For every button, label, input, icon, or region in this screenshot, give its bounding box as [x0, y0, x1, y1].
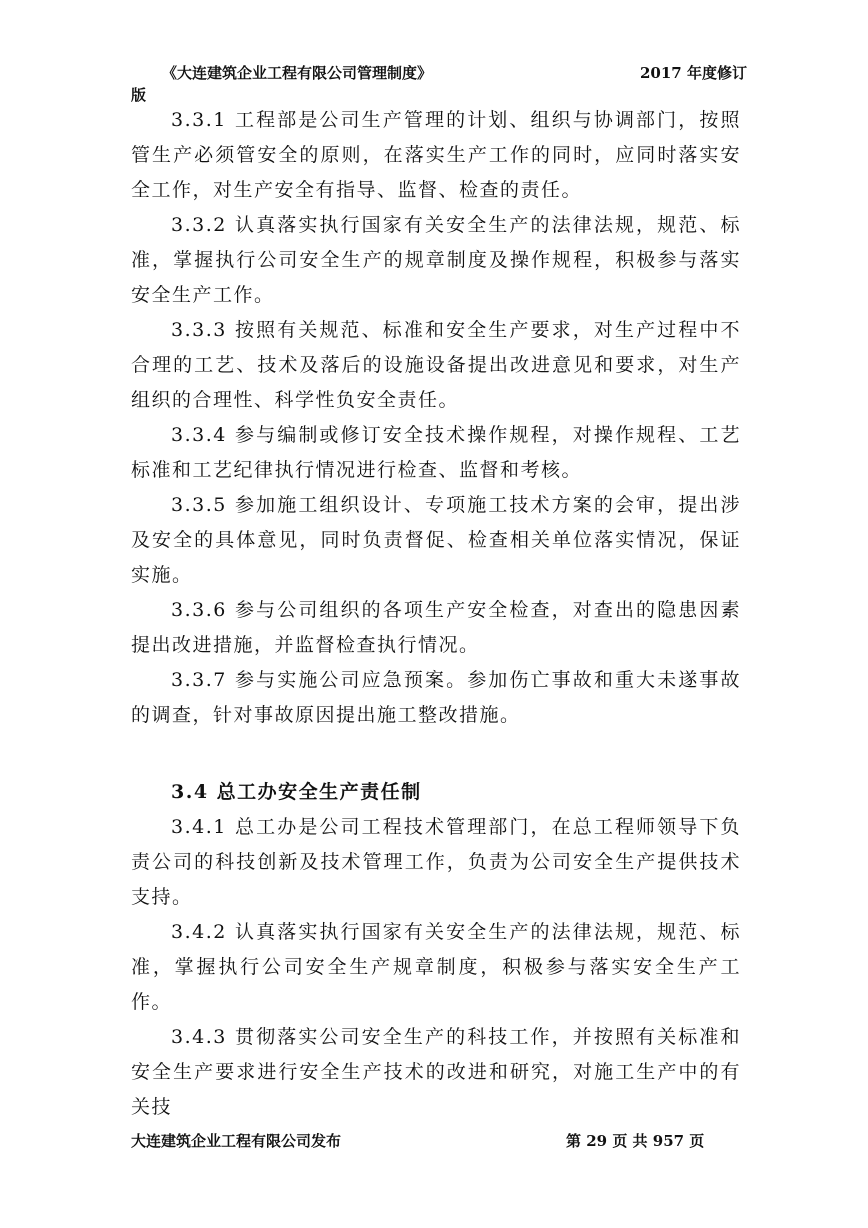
paragraph-3-3-4: 3.3.4 参与编制或修订安全技术操作规程，对操作规程、工艺标准和工艺纪律执行情况进行检查、监督和考核。: [131, 424, 741, 481]
document-body: [131, 103, 741, 1125]
paragraph-3-3-1: 3.3.1 工程部是公司生产管理的计划、组织与协调部门，按照管生产必须管安全的原则，在落实生产工作的同时，应同时落实安全工作，对生产安全有指导、监督、检查的责任。: [131, 109, 741, 201]
paragraph-3-4-1: 3.4.1 总工办是公司工程技术管理部门，在总工程师领导下负责公司的科技创新及技术管理工作，负责为公司安全生产提供技术支持。: [131, 816, 741, 908]
paragraph-3-3-2: 3.3.2 认真落实执行国家有关安全生产的法律法规，规范、标准，掌握执行公司安全生产的规章制度及操作规程，积极参与落实安全生产工作。: [131, 214, 741, 306]
paragraph-3-3-5: 3.3.5 参加施工组织设计、专项施工技术方案的会审，提出涉及安全的具体意见，同时负责督促、检查相关单位落实情况，保证实施。: [131, 494, 741, 586]
footer-page-info: 第 29 页 共 957 页: [566, 1132, 705, 1150]
paragraph-3-3-3: 3.3.3 按照有关规范、标准和安全生产要求，对生产过程中不合理的工艺、技术及落后的设施设备提出改进意见和要求，对生产组织的合理性、科学性负安全责任。: [131, 319, 741, 411]
section-heading: 3.4 总工办安全生产责任制: [171, 781, 422, 803]
section-gap: [131, 733, 741, 775]
paragraph-3-3-6: 3.3.6 参与公司组织的各项生产安全检查，对查出的隐患因素提出改进措施，并监督检查执行情况。: [131, 599, 741, 656]
footer-publisher: 大连建筑企业工程有限公司发布: [131, 1132, 342, 1150]
header-title: 《大连建筑企业工程有限公司管理制度》: [162, 64, 433, 82]
paragraph-3-4-2: 3.4.2 认真落实执行国家有关安全生产的法律法规，规范、标准，掌握执行公司安全生产规章制度，积极参与落实安全生产工作。: [131, 921, 741, 1013]
header-version: 2017 年度修订: [640, 64, 747, 82]
header-version-wrap: 版: [131, 86, 147, 104]
paragraph-3-4-3: 3.4.3 贯彻落实公司安全生产的科技工作，并按照有关标准和安全生产要求进行安全生产技术的改进和研究，对施工生产中的有关技: [131, 1026, 741, 1118]
paragraph-3-3-7: 3.3.7 参与实施公司应急预案。参加伤亡事故和重大未遂事故的调查，针对事故原因提出施工整改措施。: [131, 669, 741, 726]
